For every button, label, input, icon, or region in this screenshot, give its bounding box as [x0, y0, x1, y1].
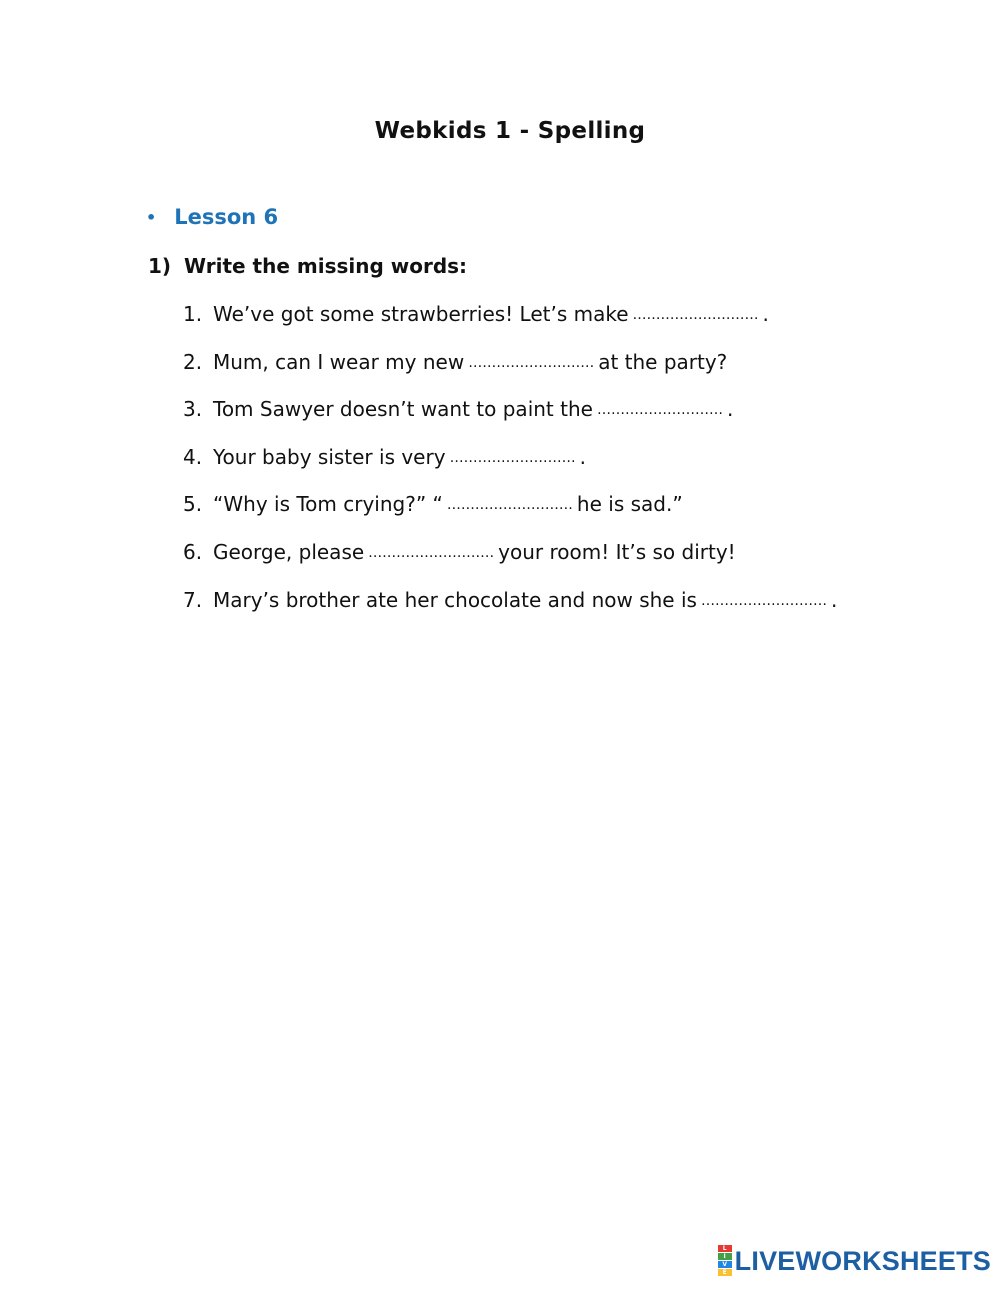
- sentence-before: Mary’s brother ate her chocolate and now she is: [213, 587, 697, 612]
- item-number: 6.: [183, 539, 203, 564]
- logo-letter-v: V: [718, 1261, 732, 1268]
- answer-blank[interactable]: ………………………: [632, 307, 759, 323]
- sentence-before: Tom Sawyer doesn’t want to paint the: [213, 397, 593, 422]
- liveworksheets-logo: [718, 1245, 991, 1277]
- sentence-after: .: [726, 397, 734, 422]
- sentence-after: .: [830, 587, 838, 612]
- lesson-heading: [146, 205, 278, 229]
- sentence-after: he is sad.”: [576, 492, 683, 517]
- list-item: [183, 445, 837, 493]
- answer-blank[interactable]: ………………………: [368, 544, 495, 561]
- sentence-after: at the party?: [598, 349, 728, 374]
- item-number: 5.: [183, 492, 203, 517]
- lesson-label: Lesson 6: [174, 205, 279, 229]
- logo-letter-i: I: [718, 1253, 732, 1260]
- sentence-before: Your baby sister is very: [213, 444, 446, 469]
- list-item: [183, 540, 837, 588]
- item-number: 7.: [183, 587, 203, 612]
- sentence-before: “Why is Tom crying?” “: [213, 492, 443, 517]
- sentence-after: .: [579, 444, 586, 469]
- list-item: [183, 492, 837, 540]
- item-number: 1.: [183, 302, 203, 326]
- answer-blank[interactable]: ………………………: [596, 402, 723, 419]
- sentence-before: We’ve got some strawberries! Let’s make: [213, 302, 629, 326]
- list-item: [183, 588, 837, 636]
- logo-letter-e: E: [718, 1269, 732, 1276]
- exercise-number: 1): [148, 254, 172, 278]
- logo-text: LIVEWORKSHEETS: [734, 1245, 991, 1276]
- sentence-after: your room! It’s so dirty!: [498, 539, 736, 564]
- sentence-before: George, please: [213, 539, 365, 564]
- item-number: 3.: [183, 397, 203, 422]
- answer-blank[interactable]: ………………………: [468, 354, 595, 371]
- logo-letter-l: L: [718, 1245, 732, 1252]
- exercise-text: Write the missing words:: [184, 254, 468, 278]
- bullet-icon: •: [146, 207, 157, 227]
- list-item: [183, 302, 837, 350]
- item-number: 2.: [183, 349, 203, 374]
- sentence-before: Mum, can I wear my new: [213, 349, 465, 374]
- answer-blank[interactable]: ………………………: [446, 497, 573, 514]
- exercise-instruction: [148, 254, 467, 278]
- list-item: [183, 350, 837, 398]
- answer-blank[interactable]: ………………………: [700, 592, 827, 609]
- item-number: 4.: [183, 444, 203, 469]
- list-item: [183, 397, 837, 445]
- sentence-list: [183, 302, 837, 635]
- answer-blank[interactable]: ………………………: [449, 449, 576, 466]
- worksheet-title: Webkids 1 - Spelling: [374, 118, 646, 144]
- sentence-after: .: [762, 302, 769, 326]
- logo-mark-icon: [718, 1245, 732, 1277]
